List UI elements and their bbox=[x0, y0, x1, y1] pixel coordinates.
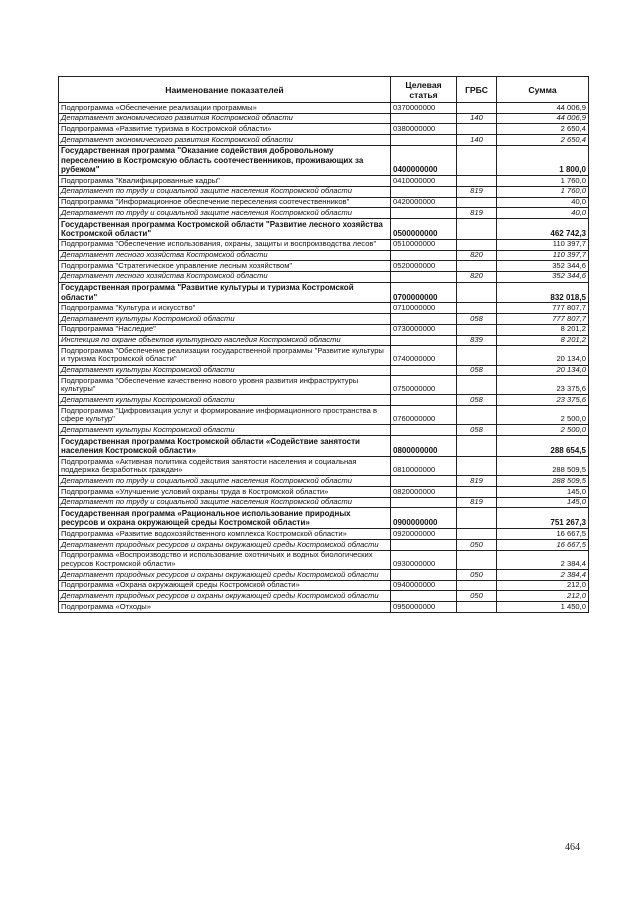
row-name-cell: Департамент по труду и социальной защите населения Костромской области bbox=[59, 186, 391, 197]
row-code-cell: 0810000000 bbox=[391, 457, 457, 476]
row-code-cell bbox=[391, 271, 457, 282]
row-sum-cell: 212,0 bbox=[497, 591, 589, 602]
department-row bbox=[59, 395, 589, 406]
row-grbs-cell: 058 bbox=[457, 314, 497, 325]
row-code-cell: 0800000000 bbox=[391, 436, 457, 457]
row-grbs-cell bbox=[457, 487, 497, 498]
row-sum-cell: 777 807,7 bbox=[497, 303, 589, 314]
row-sum-cell: 832 018,5 bbox=[497, 282, 589, 303]
row-grbs-cell: 058 bbox=[457, 425, 497, 436]
header-name: Наименование показателей bbox=[59, 77, 391, 103]
row-code-cell: 0750000000 bbox=[391, 376, 457, 395]
row-name-cell: Подпрограмма «Отходы» bbox=[59, 602, 391, 613]
subprogram-row bbox=[59, 346, 589, 365]
row-sum-cell: 2 384,4 bbox=[497, 569, 589, 580]
row-code-cell: 0370000000 bbox=[391, 103, 457, 114]
row-name-cell: Департамент культуры Костромской области bbox=[59, 425, 391, 436]
program-row bbox=[59, 282, 589, 303]
row-code-cell bbox=[391, 569, 457, 580]
row-sum-cell: 23 375,6 bbox=[497, 376, 589, 395]
row-name-cell: Подпрограмма "Обеспечение качественно нового уровня развития инфраструктуры культуры" bbox=[59, 376, 391, 395]
row-grbs-cell bbox=[457, 550, 497, 569]
row-code-cell bbox=[391, 425, 457, 436]
row-code-cell bbox=[391, 365, 457, 376]
row-grbs-cell bbox=[457, 282, 497, 303]
subprogram-row bbox=[59, 103, 589, 114]
row-sum-cell: 44 006,9 bbox=[497, 113, 589, 124]
row-name-cell: Подпрограмма "Обеспечение использования, охраны, защиты и воспроизводства лесов" bbox=[59, 239, 391, 250]
department-row bbox=[59, 113, 589, 124]
row-code-cell: 0400000000 bbox=[391, 145, 457, 175]
row-grbs-cell bbox=[457, 324, 497, 335]
row-grbs-cell: 820 bbox=[457, 271, 497, 282]
row-code-cell bbox=[391, 476, 457, 487]
row-sum-cell: 40,0 bbox=[497, 197, 589, 208]
budget-sheet bbox=[58, 76, 588, 613]
row-name-cell: Департамент экономического развития Костромской области bbox=[59, 113, 391, 124]
row-grbs-cell: 140 bbox=[457, 135, 497, 146]
row-grbs-cell bbox=[457, 602, 497, 613]
row-sum-cell: 20 134,0 bbox=[497, 365, 589, 376]
department-row bbox=[59, 476, 589, 487]
department-row bbox=[59, 335, 589, 346]
department-row bbox=[59, 569, 589, 580]
row-name-cell: Подпрограмма «Охрана окружающей среды Костромской области» bbox=[59, 580, 391, 591]
row-sum-cell: 40,0 bbox=[497, 208, 589, 219]
header-code: Целевая статья bbox=[391, 77, 457, 103]
program-row bbox=[59, 508, 589, 529]
row-code-cell: 0730000000 bbox=[391, 324, 457, 335]
row-sum-cell: 145,0 bbox=[497, 487, 589, 498]
row-sum-cell: 110 397,7 bbox=[497, 239, 589, 250]
row-sum-cell: 751 267,3 bbox=[497, 508, 589, 529]
row-code-cell: 0760000000 bbox=[391, 406, 457, 425]
row-code-cell bbox=[391, 591, 457, 602]
row-grbs-cell bbox=[457, 124, 497, 135]
header-grbs: ГРБС bbox=[457, 77, 497, 103]
row-sum-cell: 2 650,4 bbox=[497, 135, 589, 146]
row-sum-cell: 352 344,6 bbox=[497, 261, 589, 272]
row-grbs-cell bbox=[457, 103, 497, 114]
row-sum-cell: 16 667,5 bbox=[497, 529, 589, 540]
row-grbs-cell: 819 bbox=[457, 476, 497, 487]
row-name-cell: Департамент природных ресурсов и охраны окружающей среды Костромской области bbox=[59, 591, 391, 602]
row-sum-cell: 110 397,7 bbox=[497, 250, 589, 261]
row-code-cell bbox=[391, 208, 457, 219]
department-row bbox=[59, 208, 589, 219]
row-code-cell bbox=[391, 539, 457, 550]
row-code-cell bbox=[391, 497, 457, 508]
row-sum-cell: 1 800,0 bbox=[497, 145, 589, 175]
row-sum-cell: 2 500,0 bbox=[497, 406, 589, 425]
table-body bbox=[59, 103, 589, 613]
row-sum-cell: 288 654,5 bbox=[497, 436, 589, 457]
row-grbs-cell bbox=[457, 376, 497, 395]
row-name-cell: Департамент по труду и социальной защите населения Костромской области bbox=[59, 208, 391, 219]
department-row bbox=[59, 425, 589, 436]
row-sum-cell: 8 201,2 bbox=[497, 324, 589, 335]
department-row bbox=[59, 250, 589, 261]
row-sum-cell: 16 667,5 bbox=[497, 539, 589, 550]
department-row bbox=[59, 186, 589, 197]
row-name-cell: Подпрограмма «Развитие туризма в Костромской области» bbox=[59, 124, 391, 135]
row-name-cell: Департамент по труду и социальной защите населения Костромской области bbox=[59, 497, 391, 508]
row-grbs-cell bbox=[457, 436, 497, 457]
row-code-cell: 0510000000 bbox=[391, 239, 457, 250]
department-row bbox=[59, 271, 589, 282]
row-code-cell bbox=[391, 395, 457, 406]
subprogram-row bbox=[59, 580, 589, 591]
row-grbs-cell: 819 bbox=[457, 186, 497, 197]
row-name-cell: Подпрограмма "Квалифицированные кадры" bbox=[59, 176, 391, 187]
row-grbs-cell: 050 bbox=[457, 569, 497, 580]
row-name-cell: Подпрограмма «Воспроизводство и использование охотничьих и водных биологических ресурсов Костромской области» bbox=[59, 550, 391, 569]
row-code-cell: 0520000000 bbox=[391, 261, 457, 272]
row-grbs-cell: 058 bbox=[457, 365, 497, 376]
department-row bbox=[59, 365, 589, 376]
budget-table bbox=[58, 76, 589, 613]
row-grbs-cell bbox=[457, 239, 497, 250]
row-name-cell: Государственная программа Костромской области «Содействие занятости населения Костромской области» bbox=[59, 436, 391, 457]
row-grbs-cell bbox=[457, 346, 497, 365]
program-row bbox=[59, 145, 589, 175]
subprogram-row bbox=[59, 376, 589, 395]
table-header-row bbox=[59, 77, 589, 103]
subprogram-row bbox=[59, 197, 589, 208]
row-code-cell bbox=[391, 314, 457, 325]
row-code-cell bbox=[391, 135, 457, 146]
row-grbs-cell bbox=[457, 218, 497, 239]
row-name-cell: Подпрограмма "Информационное обеспечение переселения соотечественников" bbox=[59, 197, 391, 208]
row-grbs-cell bbox=[457, 261, 497, 272]
row-sum-cell: 1 450,0 bbox=[497, 602, 589, 613]
row-grbs-cell: 820 bbox=[457, 250, 497, 261]
row-code-cell: 0420000000 bbox=[391, 197, 457, 208]
row-sum-cell: 44 006,9 bbox=[497, 103, 589, 114]
subprogram-row bbox=[59, 529, 589, 540]
row-code-cell: 0700000000 bbox=[391, 282, 457, 303]
row-name-cell: Подпрограмма "Обеспечение реализации государственной программы "Развитие культуры и туризма Костромской области" bbox=[59, 346, 391, 365]
row-grbs-cell bbox=[457, 457, 497, 476]
department-row bbox=[59, 314, 589, 325]
department-row bbox=[59, 135, 589, 146]
row-sum-cell: 1 760,0 bbox=[497, 186, 589, 197]
row-sum-cell: 20 134,0 bbox=[497, 346, 589, 365]
row-sum-cell: 777 807,7 bbox=[497, 314, 589, 325]
row-name-cell: Департамент культуры Костромской области bbox=[59, 314, 391, 325]
row-name-cell: Государственная программа Костромской области "Развитие лесного хозяйства Костромской области" bbox=[59, 218, 391, 239]
row-grbs-cell: 058 bbox=[457, 395, 497, 406]
subprogram-row bbox=[59, 550, 589, 569]
row-name-cell: Департамент экономического развития Костромской области bbox=[59, 135, 391, 146]
row-sum-cell: 462 742,3 bbox=[497, 218, 589, 239]
program-row bbox=[59, 436, 589, 457]
row-grbs-cell: 839 bbox=[457, 335, 497, 346]
row-grbs-cell bbox=[457, 197, 497, 208]
header-sum: Сумма bbox=[497, 77, 589, 103]
row-grbs-cell: 819 bbox=[457, 497, 497, 508]
row-grbs-cell: 050 bbox=[457, 591, 497, 602]
subprogram-row bbox=[59, 303, 589, 314]
row-code-cell: 0940000000 bbox=[391, 580, 457, 591]
row-sum-cell: 352 344,6 bbox=[497, 271, 589, 282]
row-name-cell: Подпрограмма «Улучшение условий охраны труда в Костромской области» bbox=[59, 487, 391, 498]
row-name-cell: Подпрограмма "Культура и искусство" bbox=[59, 303, 391, 314]
subprogram-row bbox=[59, 124, 589, 135]
row-sum-cell: 145,0 bbox=[497, 497, 589, 508]
subprogram-row bbox=[59, 324, 589, 335]
department-row bbox=[59, 539, 589, 550]
row-code-cell: 0930000000 bbox=[391, 550, 457, 569]
row-code-cell: 0740000000 bbox=[391, 346, 457, 365]
subprogram-row bbox=[59, 487, 589, 498]
row-sum-cell: 212,0 bbox=[497, 580, 589, 591]
row-name-cell: Подпрограмма «Обеспечение реализации программы» bbox=[59, 103, 391, 114]
row-name-cell: Подпрограмма «Активная политика содействия занятости населения и социальная поддержка безработных граждан» bbox=[59, 457, 391, 476]
row-sum-cell: 8 201,2 bbox=[497, 335, 589, 346]
row-name-cell: Департамент культуры Костромской области bbox=[59, 365, 391, 376]
department-row bbox=[59, 591, 589, 602]
row-name-cell: Департамент лесного хозяйства Костромской области bbox=[59, 250, 391, 261]
row-name-cell: Инспекция по охране объектов культурного наследия Костромской области bbox=[59, 335, 391, 346]
subprogram-row bbox=[59, 261, 589, 272]
row-sum-cell: 1 760,0 bbox=[497, 176, 589, 187]
subprogram-row bbox=[59, 406, 589, 425]
row-name-cell: Подпрограмма «Развитие водохозяйственного комплекса Костромской области» bbox=[59, 529, 391, 540]
row-sum-cell: 288 509,5 bbox=[497, 457, 589, 476]
row-name-cell: Департамент культуры Костромской области bbox=[59, 395, 391, 406]
row-name-cell: Подпрограмма "Наследие" bbox=[59, 324, 391, 335]
row-sum-cell: 2 500,0 bbox=[497, 425, 589, 436]
row-name-cell: Департамент лесного хозяйства Костромской области bbox=[59, 271, 391, 282]
row-name-cell: Подпрограмма "Цифровизация услуг и формирование информационного пространства в сфере культур" bbox=[59, 406, 391, 425]
row-code-cell: 0380000000 bbox=[391, 124, 457, 135]
row-code-cell: 0410000000 bbox=[391, 176, 457, 187]
row-grbs-cell bbox=[457, 529, 497, 540]
row-name-cell: Департамент по труду и социальной защите населения Костромской области bbox=[59, 476, 391, 487]
row-name-cell: Государственная программа "Развитие культуры и туризма Костромской области" bbox=[59, 282, 391, 303]
row-name-cell: Департамент природных ресурсов и охраны окружающей среды Костромской области bbox=[59, 569, 391, 580]
row-grbs-cell bbox=[457, 145, 497, 175]
row-grbs-cell bbox=[457, 176, 497, 187]
row-code-cell bbox=[391, 335, 457, 346]
page-number: 464 bbox=[565, 842, 580, 853]
row-sum-cell: 2 384,4 bbox=[497, 550, 589, 569]
row-name-cell: Департамент природных ресурсов и охраны окружающей среды Костромской области bbox=[59, 539, 391, 550]
row-code-cell: 0920000000 bbox=[391, 529, 457, 540]
row-grbs-cell bbox=[457, 406, 497, 425]
row-grbs-cell bbox=[457, 303, 497, 314]
row-code-cell: 0820000000 bbox=[391, 487, 457, 498]
row-sum-cell: 288 509,5 bbox=[497, 476, 589, 487]
row-code-cell: 0900000000 bbox=[391, 508, 457, 529]
row-grbs-cell bbox=[457, 508, 497, 529]
subprogram-row bbox=[59, 602, 589, 613]
row-sum-cell: 23 375,6 bbox=[497, 395, 589, 406]
row-code-cell: 0500000000 bbox=[391, 218, 457, 239]
row-name-cell: Подпрограмма "Стратегическое управление лесным хозяйством" bbox=[59, 261, 391, 272]
row-name-cell: Государственная программа "Оказание содействия добровольному переселению в Костромскую область соотечественников, проживающих за рубежом" bbox=[59, 145, 391, 175]
row-name-cell: Государственная программа «Рациональное использование природных ресурсов и охрана окружающей среды Костромской области» bbox=[59, 508, 391, 529]
subprogram-row bbox=[59, 457, 589, 476]
program-row bbox=[59, 218, 589, 239]
row-grbs-cell: 050 bbox=[457, 539, 497, 550]
row-code-cell bbox=[391, 186, 457, 197]
row-grbs-cell bbox=[457, 580, 497, 591]
row-code-cell: 0710000000 bbox=[391, 303, 457, 314]
department-row bbox=[59, 497, 589, 508]
row-grbs-cell: 140 bbox=[457, 113, 497, 124]
row-sum-cell: 2 650,4 bbox=[497, 124, 589, 135]
row-code-cell bbox=[391, 113, 457, 124]
subprogram-row bbox=[59, 176, 589, 187]
row-grbs-cell: 819 bbox=[457, 208, 497, 219]
subprogram-row bbox=[59, 239, 589, 250]
row-code-cell: 0950000000 bbox=[391, 602, 457, 613]
row-code-cell bbox=[391, 250, 457, 261]
